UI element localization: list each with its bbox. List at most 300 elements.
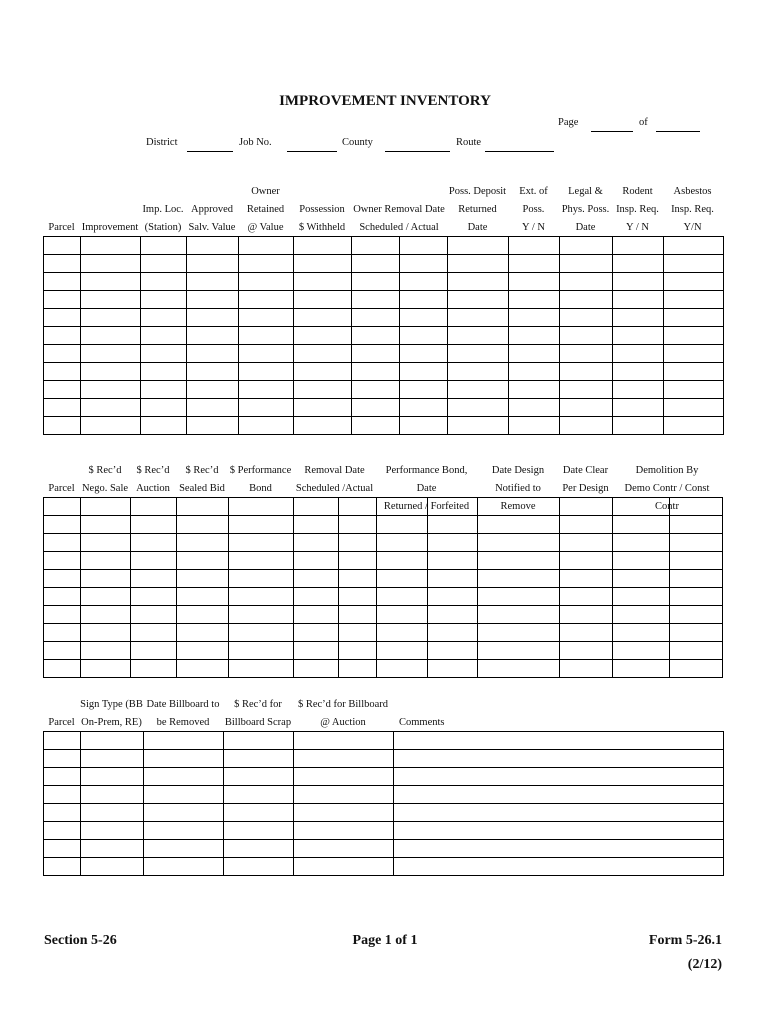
table-cell[interactable]: [664, 417, 724, 435]
table-cell[interactable]: [44, 345, 81, 363]
table-cell[interactable]: [294, 345, 352, 363]
table-cell[interactable]: [448, 417, 509, 435]
table-cell[interactable]: [339, 642, 377, 660]
table-cell[interactable]: [339, 624, 377, 642]
table-cell[interactable]: [560, 291, 613, 309]
table-cell[interactable]: [428, 606, 478, 624]
table-cell[interactable]: [81, 255, 141, 273]
table-cell[interactable]: [294, 768, 394, 786]
table-cell[interactable]: [394, 750, 724, 768]
table-cell[interactable]: [239, 381, 294, 399]
table-cell[interactable]: [81, 552, 131, 570]
table-cell[interactable]: [131, 552, 177, 570]
table-cell[interactable]: [81, 642, 131, 660]
table-cell[interactable]: [613, 381, 664, 399]
table-cell[interactable]: [428, 552, 478, 570]
table-cell[interactable]: [44, 588, 81, 606]
table-cell[interactable]: [229, 606, 294, 624]
table-cell[interactable]: [81, 417, 141, 435]
table-cell[interactable]: [377, 624, 428, 642]
table-cell[interactable]: [81, 732, 144, 750]
table-cell[interactable]: [239, 255, 294, 273]
table-cell[interactable]: [560, 516, 613, 534]
table-cell[interactable]: [144, 768, 224, 786]
table-cell[interactable]: [81, 786, 144, 804]
table-cell[interactable]: [229, 588, 294, 606]
table-cell[interactable]: [613, 516, 670, 534]
table-cell[interactable]: [394, 804, 724, 822]
table-cell[interactable]: [81, 606, 131, 624]
table-cell[interactable]: [131, 498, 177, 516]
table-cell[interactable]: [478, 498, 560, 516]
table-cell[interactable]: [294, 417, 352, 435]
table-cell[interactable]: [664, 309, 724, 327]
table-cell[interactable]: [664, 255, 724, 273]
table-cell[interactable]: [339, 516, 377, 534]
table-cell[interactable]: [478, 516, 560, 534]
table-cell[interactable]: [81, 498, 131, 516]
table-cell[interactable]: [44, 606, 81, 624]
table-cell[interactable]: [613, 588, 670, 606]
table-cell[interactable]: [44, 840, 81, 858]
table-cell[interactable]: [177, 498, 229, 516]
table-cell[interactable]: [239, 327, 294, 345]
table-cell[interactable]: [560, 399, 613, 417]
table-cell[interactable]: [352, 291, 400, 309]
table-cell[interactable]: [177, 570, 229, 588]
table-cell[interactable]: [400, 363, 448, 381]
table-cell[interactable]: [239, 291, 294, 309]
table-cell[interactable]: [664, 327, 724, 345]
table-cell[interactable]: [224, 840, 294, 858]
table-cell[interactable]: [141, 417, 187, 435]
table-cell[interactable]: [44, 786, 81, 804]
table-cell[interactable]: [81, 858, 144, 876]
table-cell[interactable]: [294, 750, 394, 768]
table-cell[interactable]: [670, 588, 723, 606]
table-cell[interactable]: [144, 840, 224, 858]
table-cell[interactable]: [141, 309, 187, 327]
table-cell[interactable]: [294, 381, 352, 399]
table-cell[interactable]: [44, 660, 81, 678]
table-cell[interactable]: [187, 291, 239, 309]
table-cell[interactable]: [560, 345, 613, 363]
table-cell[interactable]: [509, 381, 560, 399]
table-cell[interactable]: [294, 588, 339, 606]
table-cell[interactable]: [448, 327, 509, 345]
table-cell[interactable]: [664, 363, 724, 381]
table-cell[interactable]: [294, 327, 352, 345]
page-total-field[interactable]: [656, 131, 700, 132]
table-cell[interactable]: [294, 237, 352, 255]
table-cell[interactable]: [187, 363, 239, 381]
table-cell[interactable]: [478, 606, 560, 624]
table-cell[interactable]: [560, 363, 613, 381]
table-cell[interactable]: [81, 624, 131, 642]
table-cell[interactable]: [81, 768, 144, 786]
table-cell[interactable]: [177, 606, 229, 624]
table-cell[interactable]: [664, 399, 724, 417]
table-cell[interactable]: [224, 768, 294, 786]
table-cell[interactable]: [560, 327, 613, 345]
table-cell[interactable]: [44, 750, 81, 768]
table-cell[interactable]: [187, 309, 239, 327]
table-cell[interactable]: [177, 660, 229, 678]
table-cell[interactable]: [400, 381, 448, 399]
table-cell[interactable]: [131, 606, 177, 624]
table-cell[interactable]: [44, 255, 81, 273]
table-cell[interactable]: [44, 624, 81, 642]
table-cell[interactable]: [177, 642, 229, 660]
table-cell[interactable]: [44, 858, 81, 876]
table-cell[interactable]: [239, 273, 294, 291]
table-cell[interactable]: [187, 327, 239, 345]
table-cell[interactable]: [294, 858, 394, 876]
table-cell[interactable]: [229, 624, 294, 642]
table-cell[interactable]: [664, 291, 724, 309]
table-cell[interactable]: [187, 399, 239, 417]
table-cell[interactable]: [428, 660, 478, 678]
county-field[interactable]: [385, 151, 450, 152]
table-cell[interactable]: [560, 417, 613, 435]
table-cell[interactable]: [400, 255, 448, 273]
table-cell[interactable]: [81, 345, 141, 363]
table-cell[interactable]: [339, 570, 377, 588]
table-cell[interactable]: [44, 381, 81, 399]
table-cell[interactable]: [478, 570, 560, 588]
table-cell[interactable]: [448, 381, 509, 399]
table-cell[interactable]: [229, 570, 294, 588]
table-cell[interactable]: [144, 822, 224, 840]
table-cell[interactable]: [44, 399, 81, 417]
table-cell[interactable]: [400, 237, 448, 255]
table-cell[interactable]: [177, 552, 229, 570]
table-cell[interactable]: [294, 570, 339, 588]
table-cell[interactable]: [613, 606, 670, 624]
table-cell[interactable]: [81, 750, 144, 768]
table-cell[interactable]: [509, 363, 560, 381]
table-cell[interactable]: [131, 588, 177, 606]
table-cell[interactable]: [294, 804, 394, 822]
table-cell[interactable]: [141, 363, 187, 381]
table-cell[interactable]: [394, 786, 724, 804]
table-cell[interactable]: [229, 534, 294, 552]
table-cell[interactable]: [613, 237, 664, 255]
job-no-field[interactable]: [287, 151, 337, 152]
table-cell[interactable]: [509, 309, 560, 327]
table-cell[interactable]: [81, 822, 144, 840]
table-cell[interactable]: [81, 840, 144, 858]
table-cell[interactable]: [352, 309, 400, 327]
table-cell[interactable]: [377, 642, 428, 660]
table-cell[interactable]: [229, 498, 294, 516]
table-cell[interactable]: [177, 624, 229, 642]
district-field[interactable]: [187, 151, 233, 152]
table-cell[interactable]: [428, 624, 478, 642]
table-cell[interactable]: [144, 786, 224, 804]
table-cell[interactable]: [352, 273, 400, 291]
table-cell[interactable]: [613, 327, 664, 345]
table-cell[interactable]: [509, 237, 560, 255]
table-cell[interactable]: [239, 363, 294, 381]
table-cell[interactable]: [294, 498, 339, 516]
table-cell[interactable]: [560, 552, 613, 570]
table-cell[interactable]: [131, 534, 177, 552]
table-cell[interactable]: [352, 417, 400, 435]
table-cell[interactable]: [224, 786, 294, 804]
table-cell[interactable]: [613, 399, 664, 417]
table-cell[interactable]: [509, 399, 560, 417]
table-cell[interactable]: [44, 768, 81, 786]
table-cell[interactable]: [400, 327, 448, 345]
table-cell[interactable]: [670, 606, 723, 624]
table-cell[interactable]: [400, 309, 448, 327]
table-cell[interactable]: [613, 273, 664, 291]
table-cell[interactable]: [44, 516, 81, 534]
table-cell[interactable]: [352, 255, 400, 273]
table-cell[interactable]: [428, 642, 478, 660]
table-cell[interactable]: [478, 534, 560, 552]
table-cell[interactable]: [339, 660, 377, 678]
table-cell[interactable]: [377, 660, 428, 678]
table-cell[interactable]: [187, 255, 239, 273]
table-cell[interactable]: [81, 804, 144, 822]
table-cell[interactable]: [44, 291, 81, 309]
table-cell[interactable]: [613, 534, 670, 552]
table-cell[interactable]: [187, 237, 239, 255]
table-cell[interactable]: [44, 309, 81, 327]
table-cell[interactable]: [613, 345, 664, 363]
table-cell[interactable]: [478, 624, 560, 642]
table-cell[interactable]: [81, 309, 141, 327]
table-cell[interactable]: [44, 237, 81, 255]
table-cell[interactable]: [239, 417, 294, 435]
table-cell[interactable]: [664, 381, 724, 399]
table-cell[interactable]: [294, 606, 339, 624]
table-cell[interactable]: [428, 498, 478, 516]
table-cell[interactable]: [141, 237, 187, 255]
table-cell[interactable]: [131, 516, 177, 534]
table-cell[interactable]: [670, 516, 723, 534]
table-cell[interactable]: [44, 363, 81, 381]
table-cell[interactable]: [664, 237, 724, 255]
table-cell[interactable]: [339, 498, 377, 516]
table-cell[interactable]: [670, 498, 723, 516]
table-cell[interactable]: [560, 534, 613, 552]
table-cell[interactable]: [670, 552, 723, 570]
table-cell[interactable]: [224, 732, 294, 750]
table-cell[interactable]: [141, 345, 187, 363]
table-cell[interactable]: [377, 498, 428, 516]
route-field[interactable]: [485, 151, 554, 152]
table-cell[interactable]: [294, 534, 339, 552]
table-cell[interactable]: [394, 858, 724, 876]
table-cell[interactable]: [81, 588, 131, 606]
table-cell[interactable]: [187, 345, 239, 363]
table-cell[interactable]: [294, 660, 339, 678]
table-cell[interactable]: [478, 642, 560, 660]
table-cell[interactable]: [352, 399, 400, 417]
table-cell[interactable]: [294, 399, 352, 417]
table-cell[interactable]: [352, 237, 400, 255]
table-cell[interactable]: [560, 642, 613, 660]
table-cell[interactable]: [339, 588, 377, 606]
table-cell[interactable]: [613, 309, 664, 327]
table-cell[interactable]: [613, 570, 670, 588]
table-cell[interactable]: [560, 624, 613, 642]
table-cell[interactable]: [294, 642, 339, 660]
table-cell[interactable]: [560, 570, 613, 588]
table-cell[interactable]: [352, 381, 400, 399]
table-cell[interactable]: [294, 624, 339, 642]
table-cell[interactable]: [141, 291, 187, 309]
page-number-field[interactable]: [591, 131, 633, 132]
table-cell[interactable]: [44, 570, 81, 588]
table-cell[interactable]: [44, 642, 81, 660]
table-cell[interactable]: [44, 417, 81, 435]
table-cell[interactable]: [187, 381, 239, 399]
table-cell[interactable]: [560, 606, 613, 624]
table-cell[interactable]: [377, 552, 428, 570]
table-cell[interactable]: [428, 516, 478, 534]
table-cell[interactable]: [448, 399, 509, 417]
table-cell[interactable]: [81, 273, 141, 291]
table-cell[interactable]: [294, 255, 352, 273]
table-cell[interactable]: [44, 804, 81, 822]
table-cell[interactable]: [377, 516, 428, 534]
table-cell[interactable]: [229, 660, 294, 678]
table-cell[interactable]: [664, 345, 724, 363]
table-cell[interactable]: [670, 642, 723, 660]
table-cell[interactable]: [239, 309, 294, 327]
table-cell[interactable]: [428, 588, 478, 606]
table-cell[interactable]: [560, 588, 613, 606]
table-cell[interactable]: [613, 624, 670, 642]
table-cell[interactable]: [224, 822, 294, 840]
table-cell[interactable]: [560, 660, 613, 678]
table-cell[interactable]: [144, 750, 224, 768]
table-cell[interactable]: [428, 534, 478, 552]
table-cell[interactable]: [394, 732, 724, 750]
table-cell[interactable]: [613, 642, 670, 660]
table-cell[interactable]: [141, 327, 187, 345]
table-cell[interactable]: [81, 381, 141, 399]
table-cell[interactable]: [44, 327, 81, 345]
table-cell[interactable]: [144, 732, 224, 750]
table-cell[interactable]: [224, 804, 294, 822]
table-cell[interactable]: [141, 381, 187, 399]
table-cell[interactable]: [448, 237, 509, 255]
table-cell[interactable]: [81, 327, 141, 345]
table-cell[interactable]: [44, 498, 81, 516]
table-cell[interactable]: [81, 516, 131, 534]
table-cell[interactable]: [44, 534, 81, 552]
table-cell[interactable]: [448, 273, 509, 291]
table-cell[interactable]: [294, 273, 352, 291]
table-cell[interactable]: [44, 732, 81, 750]
table-cell[interactable]: [44, 552, 81, 570]
table-cell[interactable]: [448, 345, 509, 363]
table-cell[interactable]: [613, 417, 664, 435]
table-cell[interactable]: [229, 516, 294, 534]
table-cell[interactable]: [177, 516, 229, 534]
table-cell[interactable]: [448, 309, 509, 327]
table-cell[interactable]: [377, 588, 428, 606]
table-cell[interactable]: [400, 273, 448, 291]
table-cell[interactable]: [560, 237, 613, 255]
table-cell[interactable]: [141, 399, 187, 417]
table-cell[interactable]: [44, 822, 81, 840]
table-cell[interactable]: [613, 498, 670, 516]
table-cell[interactable]: [81, 291, 141, 309]
table-cell[interactable]: [141, 273, 187, 291]
table-cell[interactable]: [478, 660, 560, 678]
table-cell[interactable]: [613, 660, 670, 678]
table-cell[interactable]: [177, 534, 229, 552]
table-cell[interactable]: [400, 399, 448, 417]
table-cell[interactable]: [448, 255, 509, 273]
table-cell[interactable]: [613, 255, 664, 273]
table-cell[interactable]: [81, 534, 131, 552]
table-cell[interactable]: [294, 291, 352, 309]
table-cell[interactable]: [81, 363, 141, 381]
table-cell[interactable]: [478, 588, 560, 606]
table-cell[interactable]: [670, 570, 723, 588]
table-cell[interactable]: [294, 840, 394, 858]
table-cell[interactable]: [352, 345, 400, 363]
table-cell[interactable]: [44, 273, 81, 291]
table-cell[interactable]: [339, 606, 377, 624]
table-cell[interactable]: [81, 660, 131, 678]
table-cell[interactable]: [509, 345, 560, 363]
table-cell[interactable]: [224, 858, 294, 876]
table-cell[interactable]: [377, 534, 428, 552]
table-cell[interactable]: [377, 570, 428, 588]
table-cell[interactable]: [239, 399, 294, 417]
table-cell[interactable]: [294, 552, 339, 570]
table-cell[interactable]: [294, 516, 339, 534]
table-cell[interactable]: [81, 399, 141, 417]
table-cell[interactable]: [400, 291, 448, 309]
table-cell[interactable]: [400, 417, 448, 435]
table-cell[interactable]: [131, 624, 177, 642]
table-cell[interactable]: [560, 273, 613, 291]
table-cell[interactable]: [394, 768, 724, 786]
table-cell[interactable]: [352, 363, 400, 381]
table-cell[interactable]: [224, 750, 294, 768]
table-cell[interactable]: [509, 417, 560, 435]
table-cell[interactable]: [400, 345, 448, 363]
table-cell[interactable]: [239, 237, 294, 255]
table-cell[interactable]: [613, 291, 664, 309]
table-cell[interactable]: [294, 363, 352, 381]
table-cell[interactable]: [670, 624, 723, 642]
table-cell[interactable]: [81, 570, 131, 588]
table-cell[interactable]: [144, 804, 224, 822]
table-cell[interactable]: [560, 309, 613, 327]
table-cell[interactable]: [187, 273, 239, 291]
table-cell[interactable]: [560, 381, 613, 399]
table-cell[interactable]: [560, 255, 613, 273]
table-cell[interactable]: [478, 552, 560, 570]
table-cell[interactable]: [377, 606, 428, 624]
table-cell[interactable]: [131, 660, 177, 678]
table-cell[interactable]: [339, 534, 377, 552]
table-cell[interactable]: [187, 417, 239, 435]
table-cell[interactable]: [670, 534, 723, 552]
table-cell[interactable]: [81, 237, 141, 255]
table-cell[interactable]: [613, 363, 664, 381]
